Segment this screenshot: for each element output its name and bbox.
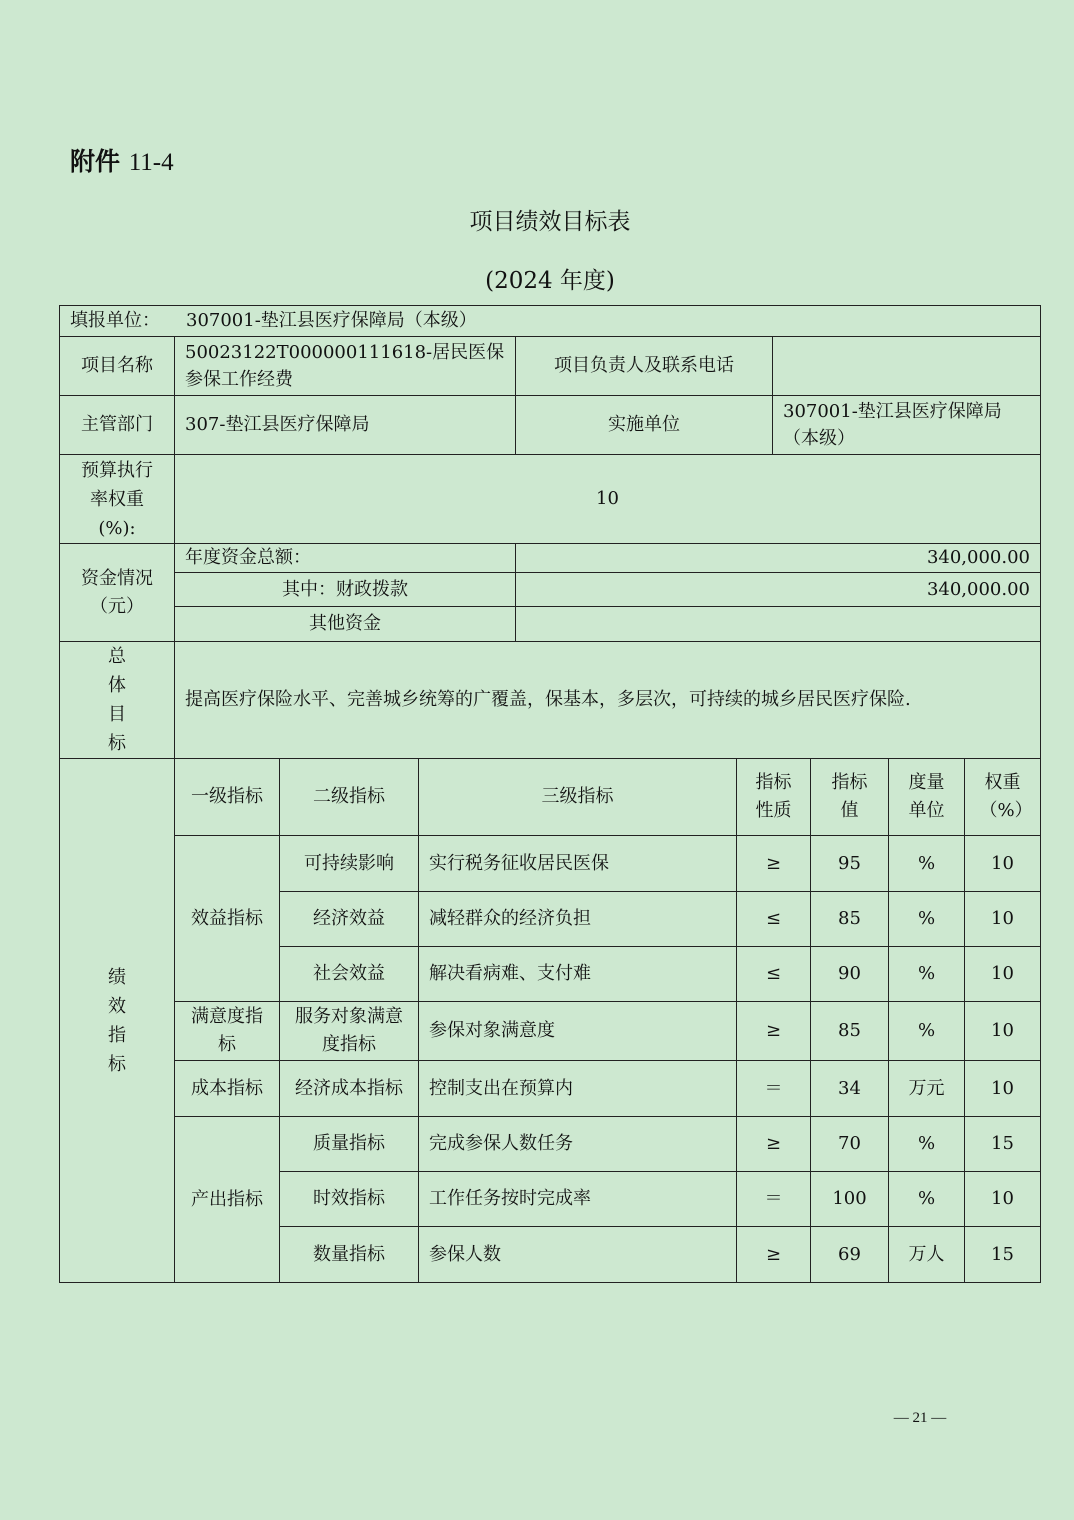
indicator-weight: 10 — [965, 892, 1040, 947]
funds-total-value: 340,000.00 — [516, 544, 1040, 573]
indicator-weight: 15 — [965, 1117, 1040, 1172]
indicator-nature: ≥ — [737, 1002, 811, 1061]
indicator-value: 95 — [811, 836, 889, 892]
indicator-level3: 实行税务征收居民医保 — [419, 836, 737, 892]
indicator-level2: 经济成本指标 — [280, 1061, 419, 1117]
indicator-level3: 参保人数 — [419, 1227, 737, 1282]
impl-value: 307001-垫江县医疗保障局（本级） — [773, 396, 1040, 455]
indicator-nature: ＝ — [737, 1172, 811, 1227]
indicator-level2: 时效指标 — [280, 1172, 419, 1227]
indicator-weight: 10 — [965, 1172, 1040, 1227]
header-level1: 一级指标 — [175, 759, 280, 836]
funds-label: 资金情况（元） — [60, 544, 175, 642]
filler-label: 填报单位： — [70, 310, 160, 331]
page-title: 项目绩效目标表 — [469, 209, 631, 235]
indicator-weight: 10 — [965, 1002, 1040, 1061]
budget-weight-value: 10 — [175, 455, 1040, 544]
indicator-nature: ≥ — [737, 1117, 811, 1172]
budget-weight-label: 预算执行率权重(%): — [60, 455, 175, 544]
funds-fiscal-label: 其中：财政拨款 — [175, 573, 516, 607]
perf-label: 绩效指标 — [60, 759, 175, 1282]
indicator-unit: 万元 — [889, 1061, 965, 1117]
indicator-value: 69 — [811, 1227, 889, 1282]
goal-text: 提高医疗保险水平、完善城乡统筹的广覆盖，保基本，多层次，可持续的城乡居民医疗保险. — [175, 642, 1040, 759]
indicator-level2: 经济效益 — [280, 892, 419, 947]
goal-label: 总体目标 — [60, 642, 175, 759]
header-value: 指标值 — [811, 759, 889, 836]
indicator-value: 85 — [811, 1002, 889, 1061]
header-level3: 三级指标 — [419, 759, 737, 836]
level1-cost: 成本指标 — [175, 1061, 280, 1117]
indicator-level2: 质量指标 — [280, 1117, 419, 1172]
indicator-level3: 控制支出在预算内 — [419, 1061, 737, 1117]
indicator-unit: % — [889, 1117, 965, 1172]
indicator-level3: 参保对象满意度 — [419, 1002, 737, 1061]
funds-fiscal-value: 340,000.00 — [516, 573, 1040, 607]
indicator-unit: % — [889, 836, 965, 892]
funds-other-label: 其他资金 — [175, 607, 516, 642]
impl-label: 实施单位 — [516, 396, 773, 455]
indicator-level3: 减轻群众的经济负担 — [419, 892, 737, 947]
indicator-level3: 解决看病难、支付难 — [419, 947, 737, 1002]
indicator-nature: ≤ — [737, 947, 811, 1002]
page-number: — 21 — — [893, 1410, 947, 1426]
indicator-weight: 15 — [991, 1243, 1014, 1265]
indicator-weight: 10 — [965, 947, 1040, 1002]
indicator-nature: ≥ — [737, 1227, 811, 1282]
level1-satisfaction: 满意度指标 — [175, 1002, 280, 1061]
filler-value: 307001-垫江县医疗保障局（本级） — [186, 310, 477, 331]
indicator-unit: 万人 — [889, 1227, 965, 1282]
indicator-level2: 服务对象满意度指标 — [280, 1002, 419, 1061]
performance-target-table — [59, 305, 1041, 1283]
header-weight: 权重（%） — [965, 759, 1040, 836]
indicator-level3: 工作任务按时完成率 — [419, 1172, 737, 1227]
indicator-unit: % — [889, 1172, 965, 1227]
indicator-unit: % — [889, 892, 965, 947]
page-subtitle: (2024 年度) — [485, 268, 615, 294]
indicator-value: 100 — [811, 1172, 889, 1227]
indicator-value: 70 — [811, 1117, 889, 1172]
indicator-unit: % — [889, 1002, 965, 1061]
indicator-level2: 可持续影响 — [280, 836, 419, 892]
header-unit: 度量单位 — [889, 759, 965, 836]
indicator-weight: 10 — [965, 1061, 1040, 1117]
attachment-label: 附件 11-4 — [70, 147, 174, 176]
indicator-value: 34 — [811, 1061, 889, 1117]
level1-benefit: 效益指标 — [175, 836, 280, 1002]
project-name-value: 50023122T000000111618-居民医保参保工作经费 — [175, 337, 516, 396]
indicator-nature: ≥ — [737, 836, 811, 892]
indicator-value: 90 — [811, 947, 889, 1002]
filler-row — [60, 306, 1040, 337]
indicator-level2: 数量指标 — [280, 1227, 419, 1282]
indicator-weight: 10 — [965, 836, 1040, 892]
funds-other-value — [516, 607, 1040, 642]
indicator-value: 85 — [811, 892, 889, 947]
attachment-number: 11-4 — [128, 149, 174, 176]
indicator-unit: % — [889, 947, 965, 1002]
indicator-level2: 社会效益 — [280, 947, 419, 1002]
dept-label: 主管部门 — [60, 396, 175, 455]
owner-label: 项目负责人及联系电话 — [516, 337, 773, 396]
header-nature: 指标性质 — [737, 759, 811, 836]
dept-value: 307-垫江县医疗保障局 — [175, 396, 516, 455]
header-level2: 二级指标 — [280, 759, 419, 836]
level1-output: 产出指标 — [175, 1117, 280, 1282]
owner-value — [773, 337, 1040, 396]
indicator-level3: 完成参保人数任务 — [419, 1117, 737, 1172]
indicator-nature: ≤ — [737, 892, 811, 947]
funds-total-label: 年度资金总额： — [175, 544, 516, 573]
project-name-label: 项目名称 — [60, 337, 175, 396]
indicator-nature: ＝ — [737, 1061, 811, 1117]
